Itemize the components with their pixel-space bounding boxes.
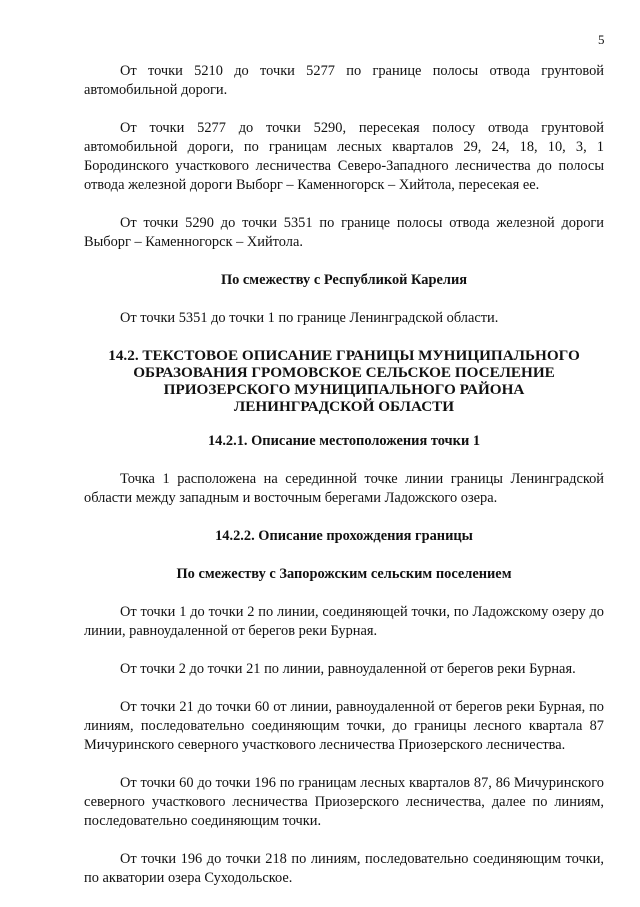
paragraph: От точки 5277 до точки 5290, пересекая полосу отвода грунтовой автомобильной дороги, по границам лесных кварталов 29, 24, 18, 10, 3, 1 Бородинского участкового лесничества Северо-Западного лесничества до полосы отвода железной дороги Выборг – Каменногорск – Хийтола, пересекая ее. <box>84 120 604 193</box>
page-number: 5 <box>598 32 605 47</box>
subsection-heading-2: 14.2.2. Описание прохождения границы <box>215 528 473 544</box>
section-title <box>84 347 604 415</box>
paragraph: От точки 5351 до точки 1 по границе Ленинградской области. <box>120 310 499 326</box>
paragraph: Точка 1 расположена на серединной точке линии границы Ленинградской области между западным и восточным берегами Ладожского озера. <box>84 471 604 506</box>
section-title-line: 14.2. ТЕКСТОВОЕ ОПИСАНИЕ ГРАНИЦЫ МУНИЦИПАЛЬНОГО <box>108 347 580 364</box>
paragraph: От точки 196 до точки 218 по линиям, последовательно соединяющим точки, по акватории озера Суходольское. <box>84 851 604 886</box>
section-title-line: ЛЕНИНГРАДСКОЙ ОБЛАСТИ <box>233 398 455 415</box>
heading-zaporozhskoe: По смежеству с Запорожским сельским поселением <box>176 566 512 582</box>
paragraph: От точки 5290 до точки 5351 по границе полосы отвода железной дороги Выборг – Каменногорск – Хийтола. <box>84 215 604 250</box>
section-title-line: ПРИОЗЕРСКОГО МУНИЦИПАЛЬНОГО РАЙОНА <box>163 381 525 398</box>
paragraph: От точки 5210 до точки 5277 по границе полосы отвода грунтовой автомобильной дороги. <box>84 63 604 98</box>
paragraph: От точки 21 до точки 60 от линии, равноудаленной от берегов реки Бурная, по линиям, последовательно соединяющим точки, до границы лесного квартала 87 Мичуринского северного участкового лесничества Приозерского лесничества. <box>84 699 604 753</box>
section-title-line: ОБРАЗОВАНИЯ ГРОМОВСКОЕ СЕЛЬСКОЕ ПОСЕЛЕНИЕ <box>133 364 555 381</box>
subsection-heading-1: 14.2.1. Описание местоположения точки 1 <box>207 433 481 449</box>
document-body <box>84 62 604 907</box>
paragraph: От точки 60 до точки 196 по границам лесных кварталов 87, 86 Мичуринского северного участкового лесничества Приозерского лесничества, далее по линиям, последовательно соединяющим точки. <box>84 775 604 829</box>
paragraph: От точки 2 до точки 21 по линии, равноудаленной от берегов реки Бурная. <box>120 661 576 677</box>
paragraph: От точки 1 до точки 2 по линии, соединяющей точки, по Ладожскому озеру до линии, равноудаленной от берегов реки Бурная. <box>84 604 604 639</box>
heading-karelia: По смежеству с Республикой Карелия <box>220 272 468 288</box>
